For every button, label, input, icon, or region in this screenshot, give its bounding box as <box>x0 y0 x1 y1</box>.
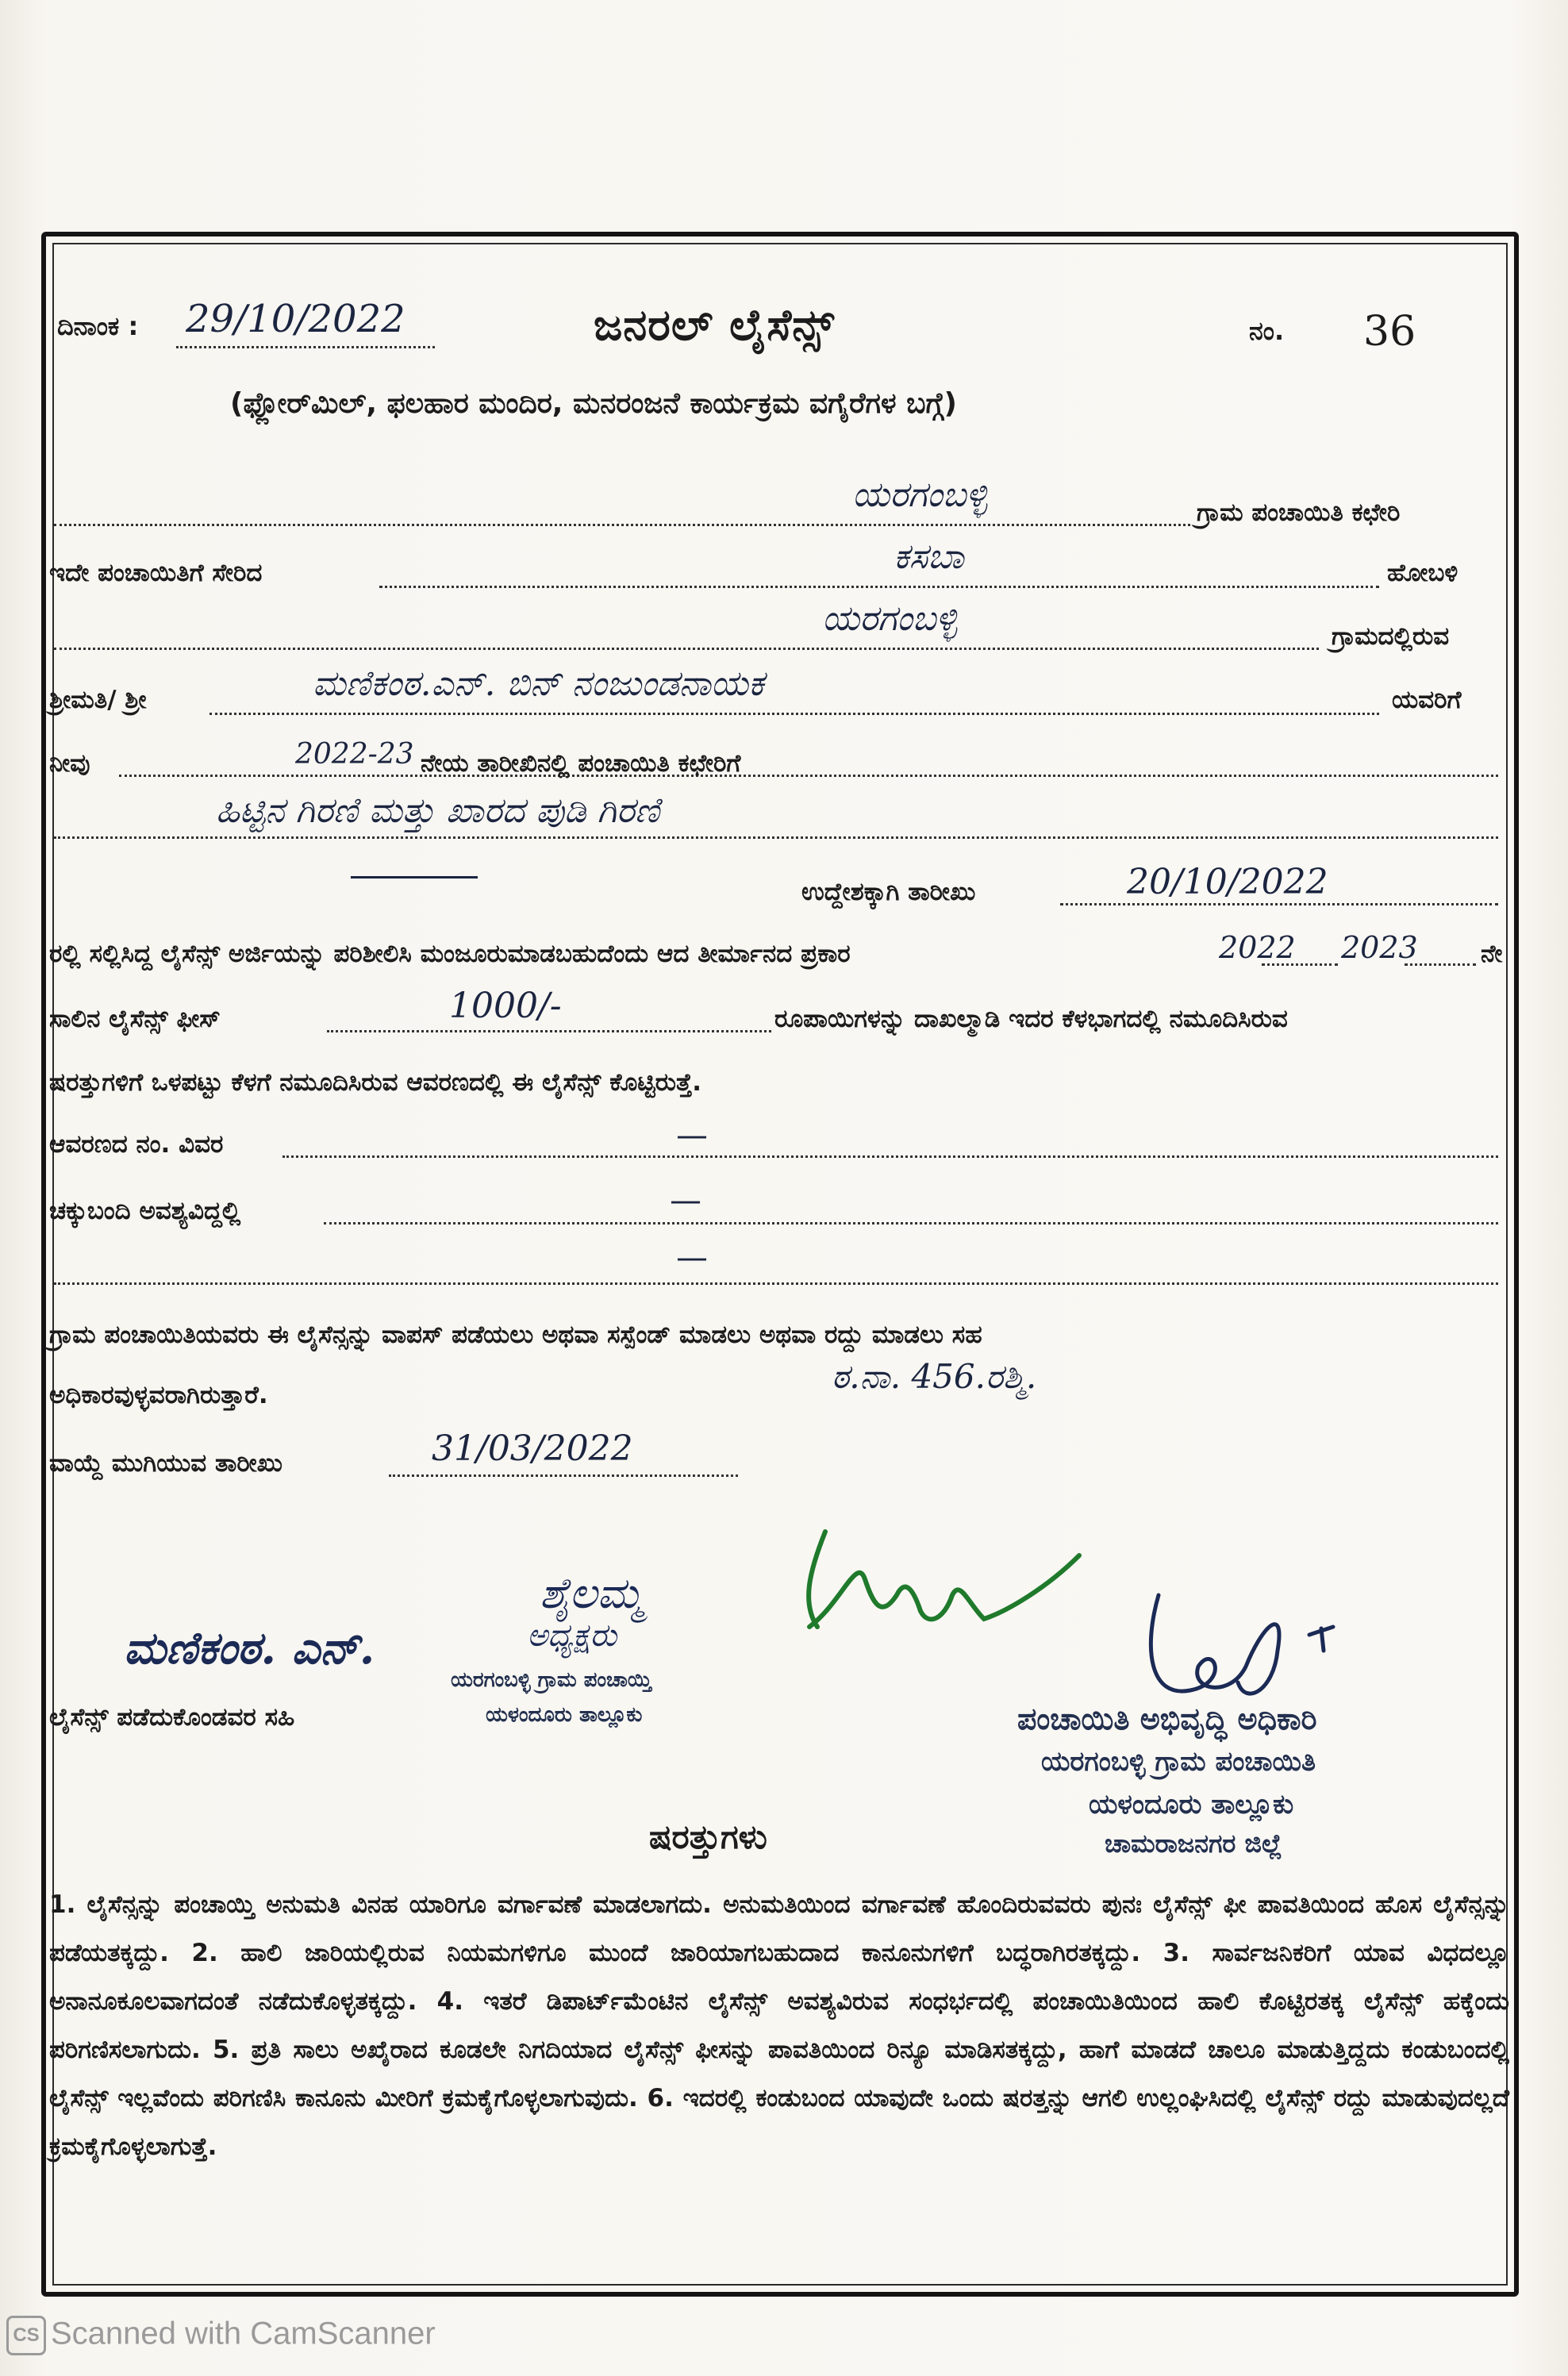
licensee-name: ಮಣಿಕಂಠ.ಎನ್. ಬಿನ್ ನಂಜುಂಡನಾಯಕ <box>313 663 764 704</box>
page-subtitle: (ಫ್ಲೋರ್‌ಮಿಲ್, ಫಲಹಾರ ಮಂದಿರ, ಮನರಂಜನೆ ಕಾರ್ಯಕ್ರಮ ವಗೈರೆಗಳ ಬಗ್ಗೆ) <box>230 387 957 420</box>
approval-text: ರಲ್ಲಿ ಸಲ್ಲಿಸಿದ್ದ ಲೈಸೆನ್ಸ್ ಅರ್ಜಿಯನ್ನು ಪರಿಶೀಲಿಸಿ ಮಂಜೂರುಮಾಡಬಹುದೆಂದು ಆದ ತೀರ್ಮಾನದ ಪ್ರಕಾರ <box>49 940 851 968</box>
scanner-watermark <box>6 2316 436 2355</box>
terms-body: 1. ಲೈಸೆನ್ಸನ್ನು ಪಂಚಾಯ್ತಿ ಅನುಮತಿ ವಿನಹ ಯಾರಿಗೂ ವರ್ಗಾವಣೆ ಮಾಡಲಾಗದು. ಅನುಮತಿಯಿಂದ ವರ್ಗಾವಣೆ ಹೊಂದಿರುವವರು ಪುನಃ ಲೈಸೆನ್ಸ್ ಫೀ ಪಾವತಿಯಿಂದ ಹೊಸ ಲೈಸೆನ್ಸನ್ನು ಪಡೆಯತಕ್ಕದ್ದು. 2. ಹಾಲಿ ಜಾರಿಯಲ್ಲಿರುವ ನಿಯಮಗಳಿಗೂ ಮುಂದೆ ಜಾರಿಯಾಗಬಹುದಾದ ಕಾನೂನುಗಳಿಗೆ ಬದ್ಧರಾಗಿರತಕ್ಕದ್ದು. 3. ಸಾರ್ವಜನಿಕರಿಗೆ ಯಾವ ವಿಧದಲ್ಲೂ ಅನಾನೂಕೂಲವಾಗದಂತೆ ನಡೆದುಕೊಳ್ಳತಕ್ಕದ್ದು. 4. ಇತರೆ ಡಿಪಾರ್ಟ್‌ಮೆಂಟಿನ ಲೈಸೆನ್ಸ್ ಅವಶ್ಯವಿರುವ ಸಂಧರ್ಭದಲ್ಲಿ ಪಂಚಾಯಿತಿಯಿಂದ ಹಾಲಿ ಕೊಟ್ಟಿರತಕ್ಕ ಲೈಸೆನ್ಸ್ ಹಕ್ಕೆಂದು ಪರಿಗಣಿಸಲಾಗುದು. 5. ಪ್ರತಿ ಸಾಲು ಅಖೈರಾದ ಕೂಡಲೇ ನಿಗದಿಯಾದ ಲೈಸೆನ್ಸ್ ಫೀಸನ್ನು ಪಾವತಿಯಿಂದ ರಿನ್ಯೂ ಮಾಡಿಸತಕ್ಕದ್ದು, ಹಾಗೆ ಮಾಡದೆ ಚಾಲೂ ಮಾಡುತ್ತಿದ್ದದು ಕಂಡುಬಂದಲ್ಲಿ ಲೈಸೆನ್ಸ್ ಇಲ್ಲವೆಂದು ಪರಿಗಣಿಸಿ ಕಾನೂನು ಮೀರಿಗೆ ಕ್ರಮಕೈಗೊಳ್ಳಲಾಗುವುದು. 6. ಇದರಲ್ಲಿ ಕಂಡುಬಂದ ಯಾವುದೇ ಒಂದು ಷರತ್ತನ್ನು ಆಗಲಿ ಉಲ್ಲಂಘಿಸಿದಲ್ಲಿ ಲೈಸೆನ್ಸ್ ರದ್ದು ಮಾಡುವುದಲ್ಲದೆ ಕ್ರಮಕೈಗೊಳ್ಳಲಾಗುತ್ತೆ. <box>49 1890 1509 2161</box>
pdo-stamp-line-2: ಯಳಂದೂರು ತಾಲ್ಲೂಕು <box>1089 1789 1294 1820</box>
extra-value: — <box>676 1240 708 1276</box>
page-title: ಜನರಲ್ ಲೈಸೆನ್ಸ್ <box>594 300 835 350</box>
authority-line-2: ಅಧಿಕಾರವುಳ್ಳವರಾಗಿರುತ್ತಾರೆ. <box>49 1381 268 1409</box>
number-label: ನಂ. <box>1249 316 1285 346</box>
fee-label: ಸಾಲಿನ ಲೈಸೆನ್ಸ್ ಫೀಸ್ <box>49 1005 221 1033</box>
license-number: 36 <box>1363 308 1416 356</box>
purpose-label: ಉದ್ದೇಶಕ್ಕಾಗಿ ತಾರೀಖು <box>801 878 976 906</box>
purpose-date: 20/10/2022 <box>1127 862 1328 902</box>
panchayat-suffix: ಗ್ರಾಮ ಪಂಚಾಯಿತಿ ಕಛೇರಿ <box>1197 498 1401 527</box>
premises-value: — <box>676 1117 708 1154</box>
premises-label: ಆವರಣದ ನಂ. ವಿವರ <box>49 1130 224 1159</box>
pdo-stamp-line-1: ಯರಗಂಬಳ್ಳಿ ಗ್ರಾಮ ಪಂಚಾಯಿತಿ <box>1041 1746 1316 1778</box>
village-value: ಯರಗಂಬಳ್ಳಿ <box>822 598 958 639</box>
pdo-title: ಪಂಚಾಯಿತಿ ಅಭಿವೃದ್ಧಿ ಅಧಿಕಾರಿ <box>1017 1701 1317 1736</box>
president-title: ಅಧ್ಯಕ್ಷರು <box>527 1617 617 1654</box>
approval-year-to: 2023 <box>1341 930 1418 965</box>
name-suffix: ಯವರಿಗೆ <box>1392 686 1462 714</box>
fee-value: 1000/- <box>449 986 562 1026</box>
village-suffix: ಗ್ರಾಮದಲ್ಲಿರುವ <box>1332 622 1450 651</box>
conditions-line: ಷರತ್ತುಗಳಿಗೆ ಒಳಪಟ್ಟು ಕೆಳಗೆ ನಮೂದಿಸಿರುವ ಆವರಣದಲ್ಲಿ ಈ ಲೈಸೆನ್ಸ್ ಕೊಟ್ಟಿರುತ್ತೆ. <box>49 1068 702 1097</box>
expiry-value: 31/03/2022 <box>432 1428 633 1469</box>
pdo-stamp-line-3: ಚಾಮರಾಜನಗರ ಜಿಲ್ಲೆ <box>1105 1828 1282 1859</box>
holder-caption: ಲೈಸೆನ್ಸ್ ಪಡೆದುಕೊಂಡವರ ಸಹಿ <box>49 1703 295 1732</box>
year-label: ನೀವು <box>49 749 90 778</box>
president-stamp-line-2: ಯಳಂದೂರು ತಾಲ್ಲೂಕು <box>486 1703 643 1727</box>
president-stamp-line-1: ಯರಗಂಬಳ್ಳಿ ಗ್ರಾಮ ಪಂಚಾಯ್ತಿ <box>451 1668 652 1692</box>
date-value: 29/10/2022 <box>186 297 405 341</box>
boundary-value: — <box>670 1182 701 1219</box>
authority-line-1: ಗ್ರಾಮ ಪಂಚಾಯಿತಿಯವರು ಈ ಲೈಸೆನ್ಸನ್ನು ವಾಪಸ್ ಪಡೆಯಲು ಅಥವಾ ಸಸ್ಪೆಂಡ್ ಮಾಡಲು ಅಥವಾ ರದ್ದು ಮಾಡಲು ಸಹ <box>49 1321 982 1349</box>
name-label: ಶ್ರೀಮತಿ/ ಶ್ರೀ <box>49 686 147 714</box>
hobli-value: ಕಸಬಾ <box>894 536 964 577</box>
date-label: ದಿನಾಂಕ : <box>57 311 139 341</box>
camscanner-logo: CS <box>6 2316 46 2355</box>
year-suffix: ನೇಯ ತಾರೀಖಿನಲ್ಲಿ ಪಂಚಾಯಿತಿ ಕಛೇರಿಗೆ <box>421 749 741 778</box>
purpose-value: ಹಿಟ್ಟಿನ ಗಿರಣಿ ಮತ್ತು ಖಾರದ ಪುಡಿ ಗಿರಣಿ <box>216 790 660 831</box>
hobli-suffix: ಹೋಬಳಿ <box>1387 559 1458 587</box>
holder-signature: ಮಣಿಕಂಠ. ಎನ್. <box>124 1622 375 1674</box>
receipt-note: ಠ.ನಾ. 456.ರಶ್ಮಿ. <box>832 1357 1037 1396</box>
panchayat-value: ಯರಗಂಬಳ್ಳಿ <box>852 475 988 515</box>
boundary-label: ಚಕ್ಕುಬಂದಿ ಅವಶ್ಯವಿದ್ದಲ್ಲಿ <box>49 1197 241 1225</box>
expiry-label: ವಾಯ್ದೆ ಮುಗಿಯುವ ತಾರೀಖು <box>49 1449 283 1478</box>
year-value: 2022-23 <box>295 738 414 771</box>
hobli-label: ಇದೇ ಪಂಚಾಯಿತಿಗೆ ಸೇರಿದ <box>49 559 263 587</box>
approval-suffix: ನೇ <box>1481 940 1503 968</box>
green-signature <box>794 1508 1095 1667</box>
approval-year-from: 2022 <box>1219 930 1296 965</box>
president-signature: ಶೈಲಮ್ಮ <box>540 1568 644 1618</box>
terms-heading: ಷರತ್ತುಗಳು <box>649 1817 767 1856</box>
fee-suffix: ರೂಪಾಯಿಗಳನ್ನು ದಾಖಲ್ಮಾಡಿ ಇದರ ಕೆಳಭಾಗದಲ್ಲಿ ನಮೂದಿಸಿರುವ <box>774 1005 1288 1033</box>
scanner-text: Scanned with CamScanner <box>51 2316 436 2351</box>
